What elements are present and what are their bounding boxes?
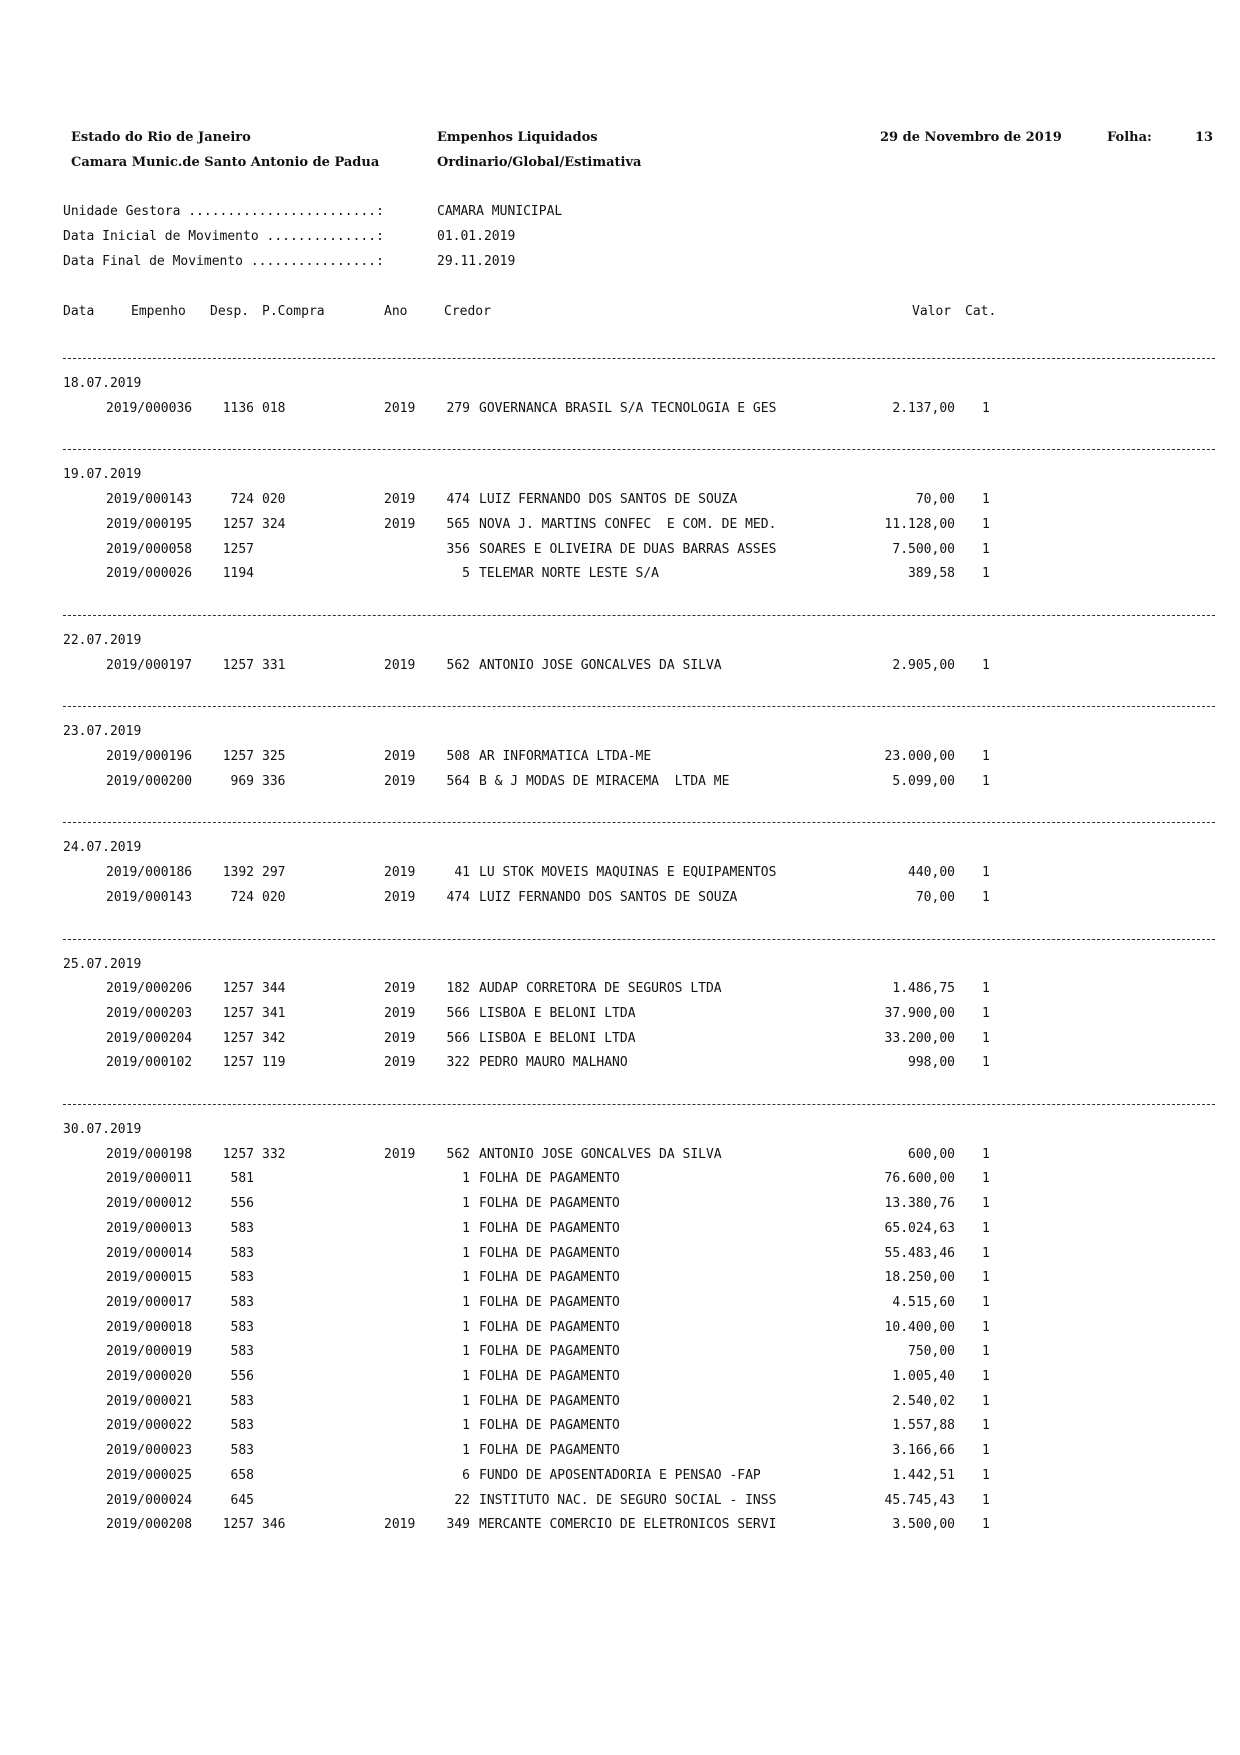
row-valor: 11.128,00	[884, 517, 955, 532]
row-desp: 583	[230, 1320, 254, 1335]
row-credor: INSTITUTO NAC. DE SEGURO SOCIAL - INSS	[479, 1493, 777, 1508]
row-desp: 581	[230, 1171, 254, 1186]
row-cat: 1	[982, 1221, 990, 1236]
row-valor: 1.442,51	[892, 1468, 955, 1483]
info-label: Data Final de Movimento ................:	[63, 254, 384, 269]
row-credor: FOLHA DE PAGAMENTO	[479, 1295, 620, 1310]
row-cod: 1	[462, 1418, 470, 1433]
row-ano: 2019	[384, 1517, 416, 1532]
row-valor: 440,00	[908, 865, 955, 880]
row-valor: 3.500,00	[892, 1517, 955, 1532]
row-desp: 1257	[222, 542, 254, 557]
row-cat: 1	[982, 890, 990, 905]
row-cod: 508	[446, 749, 470, 764]
row-valor: 37.900,00	[884, 1006, 955, 1021]
info-label: Data Inicial de Movimento ..............:	[63, 229, 384, 244]
col-header-credor: Credor	[444, 304, 491, 319]
row-empenho: 2019/000204	[106, 1031, 193, 1046]
row-credor: FOLHA DE PAGAMENTO	[479, 1443, 620, 1458]
row-cod: 356	[446, 542, 470, 557]
row-cod: 6	[462, 1468, 470, 1483]
row-desp: 1257	[222, 658, 254, 673]
row-pcompra: 336	[262, 774, 286, 789]
info-value: CAMARA MUNICIPAL	[437, 204, 563, 219]
row-ano: 2019	[384, 517, 416, 532]
row-cod: 1	[462, 1443, 470, 1458]
row-empenho: 2019/000197	[106, 658, 193, 673]
row-ano: 2019	[384, 1147, 416, 1162]
row-valor: 10.400,00	[884, 1320, 955, 1335]
row-cat: 1	[982, 749, 990, 764]
row-pcompra: 020	[262, 890, 286, 905]
row-valor: 13.380,76	[884, 1196, 955, 1211]
row-empenho: 2019/000206	[106, 981, 193, 996]
header-state: Estado do Rio de Janeiro	[71, 130, 251, 145]
row-desp: 583	[230, 1443, 254, 1458]
row-cat: 1	[982, 1147, 990, 1162]
row-valor: 2.905,00	[892, 658, 955, 673]
col-header-empenho: Empenho	[131, 304, 186, 319]
group-date: 30.07.2019	[63, 1122, 142, 1137]
row-cod: 562	[446, 1147, 470, 1162]
row-cat: 1	[982, 1295, 990, 1310]
group-separator	[63, 822, 1215, 823]
row-cod: 565	[446, 517, 470, 532]
row-valor: 1.486,75	[892, 981, 955, 996]
row-cat: 1	[982, 1468, 990, 1483]
group-date: 25.07.2019	[63, 957, 142, 972]
row-credor: FOLHA DE PAGAMENTO	[479, 1320, 620, 1335]
row-empenho: 2019/000196	[106, 749, 193, 764]
row-pcompra: 344	[262, 981, 286, 996]
row-credor: TELEMAR NORTE LESTE S/A	[479, 566, 660, 581]
row-credor: AUDAP CORRETORA DE SEGUROS LTDA	[479, 981, 722, 996]
row-cat: 1	[982, 566, 990, 581]
row-desp: 1257	[222, 1147, 254, 1162]
row-credor: FOLHA DE PAGAMENTO	[479, 1344, 620, 1359]
row-credor: SOARES E OLIVEIRA DE DUAS BARRAS ASSES	[479, 542, 777, 557]
row-desp: 583	[230, 1295, 254, 1310]
row-credor: FUNDO DE APOSENTADORIA E PENSAO -FAP	[479, 1468, 761, 1483]
row-credor: LUIZ FERNANDO DOS SANTOS DE SOUZA	[479, 890, 738, 905]
info-value: 29.11.2019	[437, 254, 516, 269]
row-credor: FOLHA DE PAGAMENTO	[479, 1171, 620, 1186]
row-desp: 969	[230, 774, 254, 789]
row-cod: 22	[454, 1493, 470, 1508]
row-ano: 2019	[384, 1006, 416, 1021]
row-desp: 1257	[222, 749, 254, 764]
row-desp: 556	[230, 1196, 254, 1211]
row-cod: 41	[454, 865, 470, 880]
row-ano: 2019	[384, 865, 416, 880]
row-cat: 1	[982, 1320, 990, 1335]
row-desp: 1257	[222, 1031, 254, 1046]
row-desp: 1194	[222, 566, 254, 581]
col-header-pcompra: P.Compra	[262, 304, 325, 319]
row-desp: 583	[230, 1394, 254, 1409]
row-empenho: 2019/000026	[106, 566, 193, 581]
row-desp: 583	[230, 1221, 254, 1236]
row-valor: 2.137,00	[892, 401, 955, 416]
row-valor: 7.500,00	[892, 542, 955, 557]
header-entity: Camara Munic.de Santo Antonio de Padua	[71, 155, 380, 170]
row-valor: 2.540,02	[892, 1394, 955, 1409]
row-empenho: 2019/000018	[106, 1320, 193, 1335]
row-cod: 564	[446, 774, 470, 789]
row-cat: 1	[982, 517, 990, 532]
row-empenho: 2019/000020	[106, 1369, 193, 1384]
row-empenho: 2019/000203	[106, 1006, 193, 1021]
row-empenho: 2019/000143	[106, 492, 193, 507]
row-ano: 2019	[384, 401, 416, 416]
row-empenho: 2019/000013	[106, 1221, 193, 1236]
row-valor: 18.250,00	[884, 1270, 955, 1285]
row-empenho: 2019/000025	[106, 1468, 193, 1483]
row-credor: FOLHA DE PAGAMENTO	[479, 1270, 620, 1285]
row-pcompra: 341	[262, 1006, 286, 1021]
row-cod: 1	[462, 1394, 470, 1409]
row-pcompra: 325	[262, 749, 286, 764]
row-credor: ANTONIO JOSE GONCALVES DA SILVA	[479, 658, 722, 673]
row-cod: 1	[462, 1221, 470, 1236]
row-valor: 76.600,00	[884, 1171, 955, 1186]
row-valor: 55.483,46	[884, 1246, 955, 1261]
row-cod: 474	[446, 890, 470, 905]
sheet-label: Folha:	[1107, 130, 1152, 145]
row-ano: 2019	[384, 492, 416, 507]
row-credor: PEDRO MAURO MALHANO	[479, 1055, 628, 1070]
row-valor: 389,58	[908, 566, 955, 581]
row-cat: 1	[982, 1246, 990, 1261]
row-empenho: 2019/000012	[106, 1196, 193, 1211]
row-credor: NOVA J. MARTINS CONFEC E COM. DE MED.	[479, 517, 777, 532]
row-pcompra: 020	[262, 492, 286, 507]
row-credor: FOLHA DE PAGAMENTO	[479, 1221, 620, 1236]
row-desp: 1257	[222, 517, 254, 532]
row-cat: 1	[982, 1394, 990, 1409]
row-empenho: 2019/000021	[106, 1394, 193, 1409]
group-date: 22.07.2019	[63, 633, 142, 648]
col-header-ano: Ano	[384, 304, 408, 319]
row-cod: 349	[446, 1517, 470, 1532]
row-cat: 1	[982, 1344, 990, 1359]
row-valor: 70,00	[915, 890, 955, 905]
row-empenho: 2019/000019	[106, 1344, 193, 1359]
group-separator	[63, 615, 1215, 616]
row-cod: 566	[446, 1006, 470, 1021]
row-cat: 1	[982, 1418, 990, 1433]
row-credor: AR INFORMATICA LTDA-ME	[479, 749, 652, 764]
row-cod: 562	[446, 658, 470, 673]
row-desp: 658	[230, 1468, 254, 1483]
row-empenho: 2019/000143	[106, 890, 193, 905]
row-empenho: 2019/000017	[106, 1295, 193, 1310]
row-ano: 2019	[384, 658, 416, 673]
row-valor: 3.166,66	[892, 1443, 955, 1458]
row-desp: 583	[230, 1246, 254, 1261]
row-cat: 1	[982, 1443, 990, 1458]
group-separator	[63, 449, 1215, 450]
row-desp: 556	[230, 1369, 254, 1384]
row-empenho: 2019/000200	[106, 774, 193, 789]
row-cod: 566	[446, 1031, 470, 1046]
row-cod: 5	[462, 566, 470, 581]
row-valor: 45.745,43	[884, 1493, 955, 1508]
row-empenho: 2019/000023	[106, 1443, 193, 1458]
group-date: 23.07.2019	[63, 724, 142, 739]
row-credor: GOVERNANCA BRASIL S/A TECNOLOGIA E GES	[479, 401, 777, 416]
row-desp: 1392	[222, 865, 254, 880]
row-empenho: 2019/000024	[106, 1493, 193, 1508]
row-credor: FOLHA DE PAGAMENTO	[479, 1196, 620, 1211]
row-credor: LISBOA E BELONI LTDA	[479, 1031, 636, 1046]
row-desp: 1257	[222, 1006, 254, 1021]
row-cod: 1	[462, 1320, 470, 1335]
row-desp: 583	[230, 1418, 254, 1433]
row-empenho: 2019/000015	[106, 1270, 193, 1285]
row-ano: 2019	[384, 1031, 416, 1046]
row-valor: 998,00	[908, 1055, 955, 1070]
report-date: 29 de Novembro de 2019	[880, 130, 1062, 145]
row-empenho: 2019/000058	[106, 542, 193, 557]
row-cat: 1	[982, 865, 990, 880]
group-separator	[63, 939, 1215, 940]
row-valor: 33.200,00	[884, 1031, 955, 1046]
row-desp: 645	[230, 1493, 254, 1508]
row-desp: 724	[230, 890, 254, 905]
row-cat: 1	[982, 1031, 990, 1046]
row-valor: 750,00	[908, 1344, 955, 1359]
row-credor: B & J MODAS DE MIRACEMA LTDA ME	[479, 774, 730, 789]
row-valor: 5.099,00	[892, 774, 955, 789]
row-empenho: 2019/000102	[106, 1055, 193, 1070]
row-pcompra: 342	[262, 1031, 286, 1046]
col-header-data: Data	[63, 304, 95, 319]
row-credor: LU STOK MOVEIS MAQUINAS E EQUIPAMENTOS	[479, 865, 777, 880]
row-pcompra: 346	[262, 1517, 286, 1532]
row-cat: 1	[982, 774, 990, 789]
info-value: 01.01.2019	[437, 229, 516, 244]
row-desp: 1257	[222, 981, 254, 996]
row-valor: 65.024,63	[884, 1221, 955, 1236]
row-cod: 474	[446, 492, 470, 507]
row-empenho: 2019/000195	[106, 517, 193, 532]
row-ano: 2019	[384, 890, 416, 905]
col-header-desp: Desp.	[210, 304, 250, 319]
report-subtitle: Ordinario/Global/Estimativa	[437, 155, 642, 170]
row-cat: 1	[982, 1369, 990, 1384]
row-credor: LUIZ FERNANDO DOS SANTOS DE SOUZA	[479, 492, 738, 507]
row-desp: 1257	[222, 1517, 254, 1532]
info-label: Unidade Gestora ........................:	[63, 204, 384, 219]
row-pcompra: 297	[262, 865, 286, 880]
row-cod: 1	[462, 1344, 470, 1359]
row-pcompra: 332	[262, 1147, 286, 1162]
row-cod: 1	[462, 1171, 470, 1186]
row-cod: 1	[462, 1196, 470, 1211]
col-header-valor: Valor	[912, 304, 952, 319]
row-valor: 1.005,40	[892, 1369, 955, 1384]
row-cod: 182	[446, 981, 470, 996]
group-separator	[63, 358, 1215, 359]
report-title: Empenhos Liquidados	[437, 130, 598, 145]
row-ano: 2019	[384, 1055, 416, 1070]
row-cat: 1	[982, 1171, 990, 1186]
row-cod: 1	[462, 1246, 470, 1261]
row-ano: 2019	[384, 749, 416, 764]
row-ano: 2019	[384, 981, 416, 996]
row-credor: FOLHA DE PAGAMENTO	[479, 1418, 620, 1433]
row-cat: 1	[982, 1196, 990, 1211]
row-empenho: 2019/000011	[106, 1171, 193, 1186]
group-date: 18.07.2019	[63, 376, 142, 391]
row-cod: 1	[462, 1295, 470, 1310]
row-empenho: 2019/000022	[106, 1418, 193, 1433]
row-credor: LISBOA E BELONI LTDA	[479, 1006, 636, 1021]
group-date: 24.07.2019	[63, 840, 142, 855]
group-date: 19.07.2019	[63, 467, 142, 482]
row-valor: 23.000,00	[884, 749, 955, 764]
row-desp: 724	[230, 492, 254, 507]
row-cod: 322	[446, 1055, 470, 1070]
sheet-number: 13	[1195, 130, 1214, 145]
row-pcompra: 324	[262, 517, 286, 532]
row-valor: 1.557,88	[892, 1418, 955, 1433]
row-desp: 1136	[222, 401, 254, 416]
row-valor: 70,00	[915, 492, 955, 507]
row-pcompra: 331	[262, 658, 286, 673]
row-pcompra: 018	[262, 401, 286, 416]
row-empenho: 2019/000014	[106, 1246, 193, 1261]
row-cat: 1	[982, 492, 990, 507]
row-cat: 1	[982, 658, 990, 673]
row-credor: FOLHA DE PAGAMENTO	[479, 1369, 620, 1384]
row-cat: 1	[982, 1493, 990, 1508]
row-valor: 4.515,60	[892, 1295, 955, 1310]
row-cod: 279	[446, 401, 470, 416]
row-cat: 1	[982, 1517, 990, 1532]
row-empenho: 2019/000036	[106, 401, 193, 416]
row-cat: 1	[982, 542, 990, 557]
row-cat: 1	[982, 1055, 990, 1070]
row-desp: 1257	[222, 1055, 254, 1070]
row-cat: 1	[982, 981, 990, 996]
row-desp: 583	[230, 1270, 254, 1285]
group-separator	[63, 1104, 1215, 1105]
row-credor: MERCANTE COMERCIO DE ELETRONICOS SERVI	[479, 1517, 777, 1532]
row-cod: 1	[462, 1369, 470, 1384]
row-desp: 583	[230, 1344, 254, 1359]
row-cod: 1	[462, 1270, 470, 1285]
row-cat: 1	[982, 401, 990, 416]
col-header-cat: Cat.	[965, 304, 997, 319]
row-pcompra: 119	[262, 1055, 286, 1070]
row-credor: ANTONIO JOSE GONCALVES DA SILVA	[479, 1147, 722, 1162]
row-cat: 1	[982, 1006, 990, 1021]
row-empenho: 2019/000186	[106, 865, 193, 880]
row-cat: 1	[982, 1270, 990, 1285]
row-credor: FOLHA DE PAGAMENTO	[479, 1246, 620, 1261]
row-empenho: 2019/000208	[106, 1517, 193, 1532]
group-separator	[63, 706, 1215, 707]
row-valor: 600,00	[908, 1147, 955, 1162]
row-empenho: 2019/000198	[106, 1147, 193, 1162]
row-ano: 2019	[384, 774, 416, 789]
row-credor: FOLHA DE PAGAMENTO	[479, 1394, 620, 1409]
